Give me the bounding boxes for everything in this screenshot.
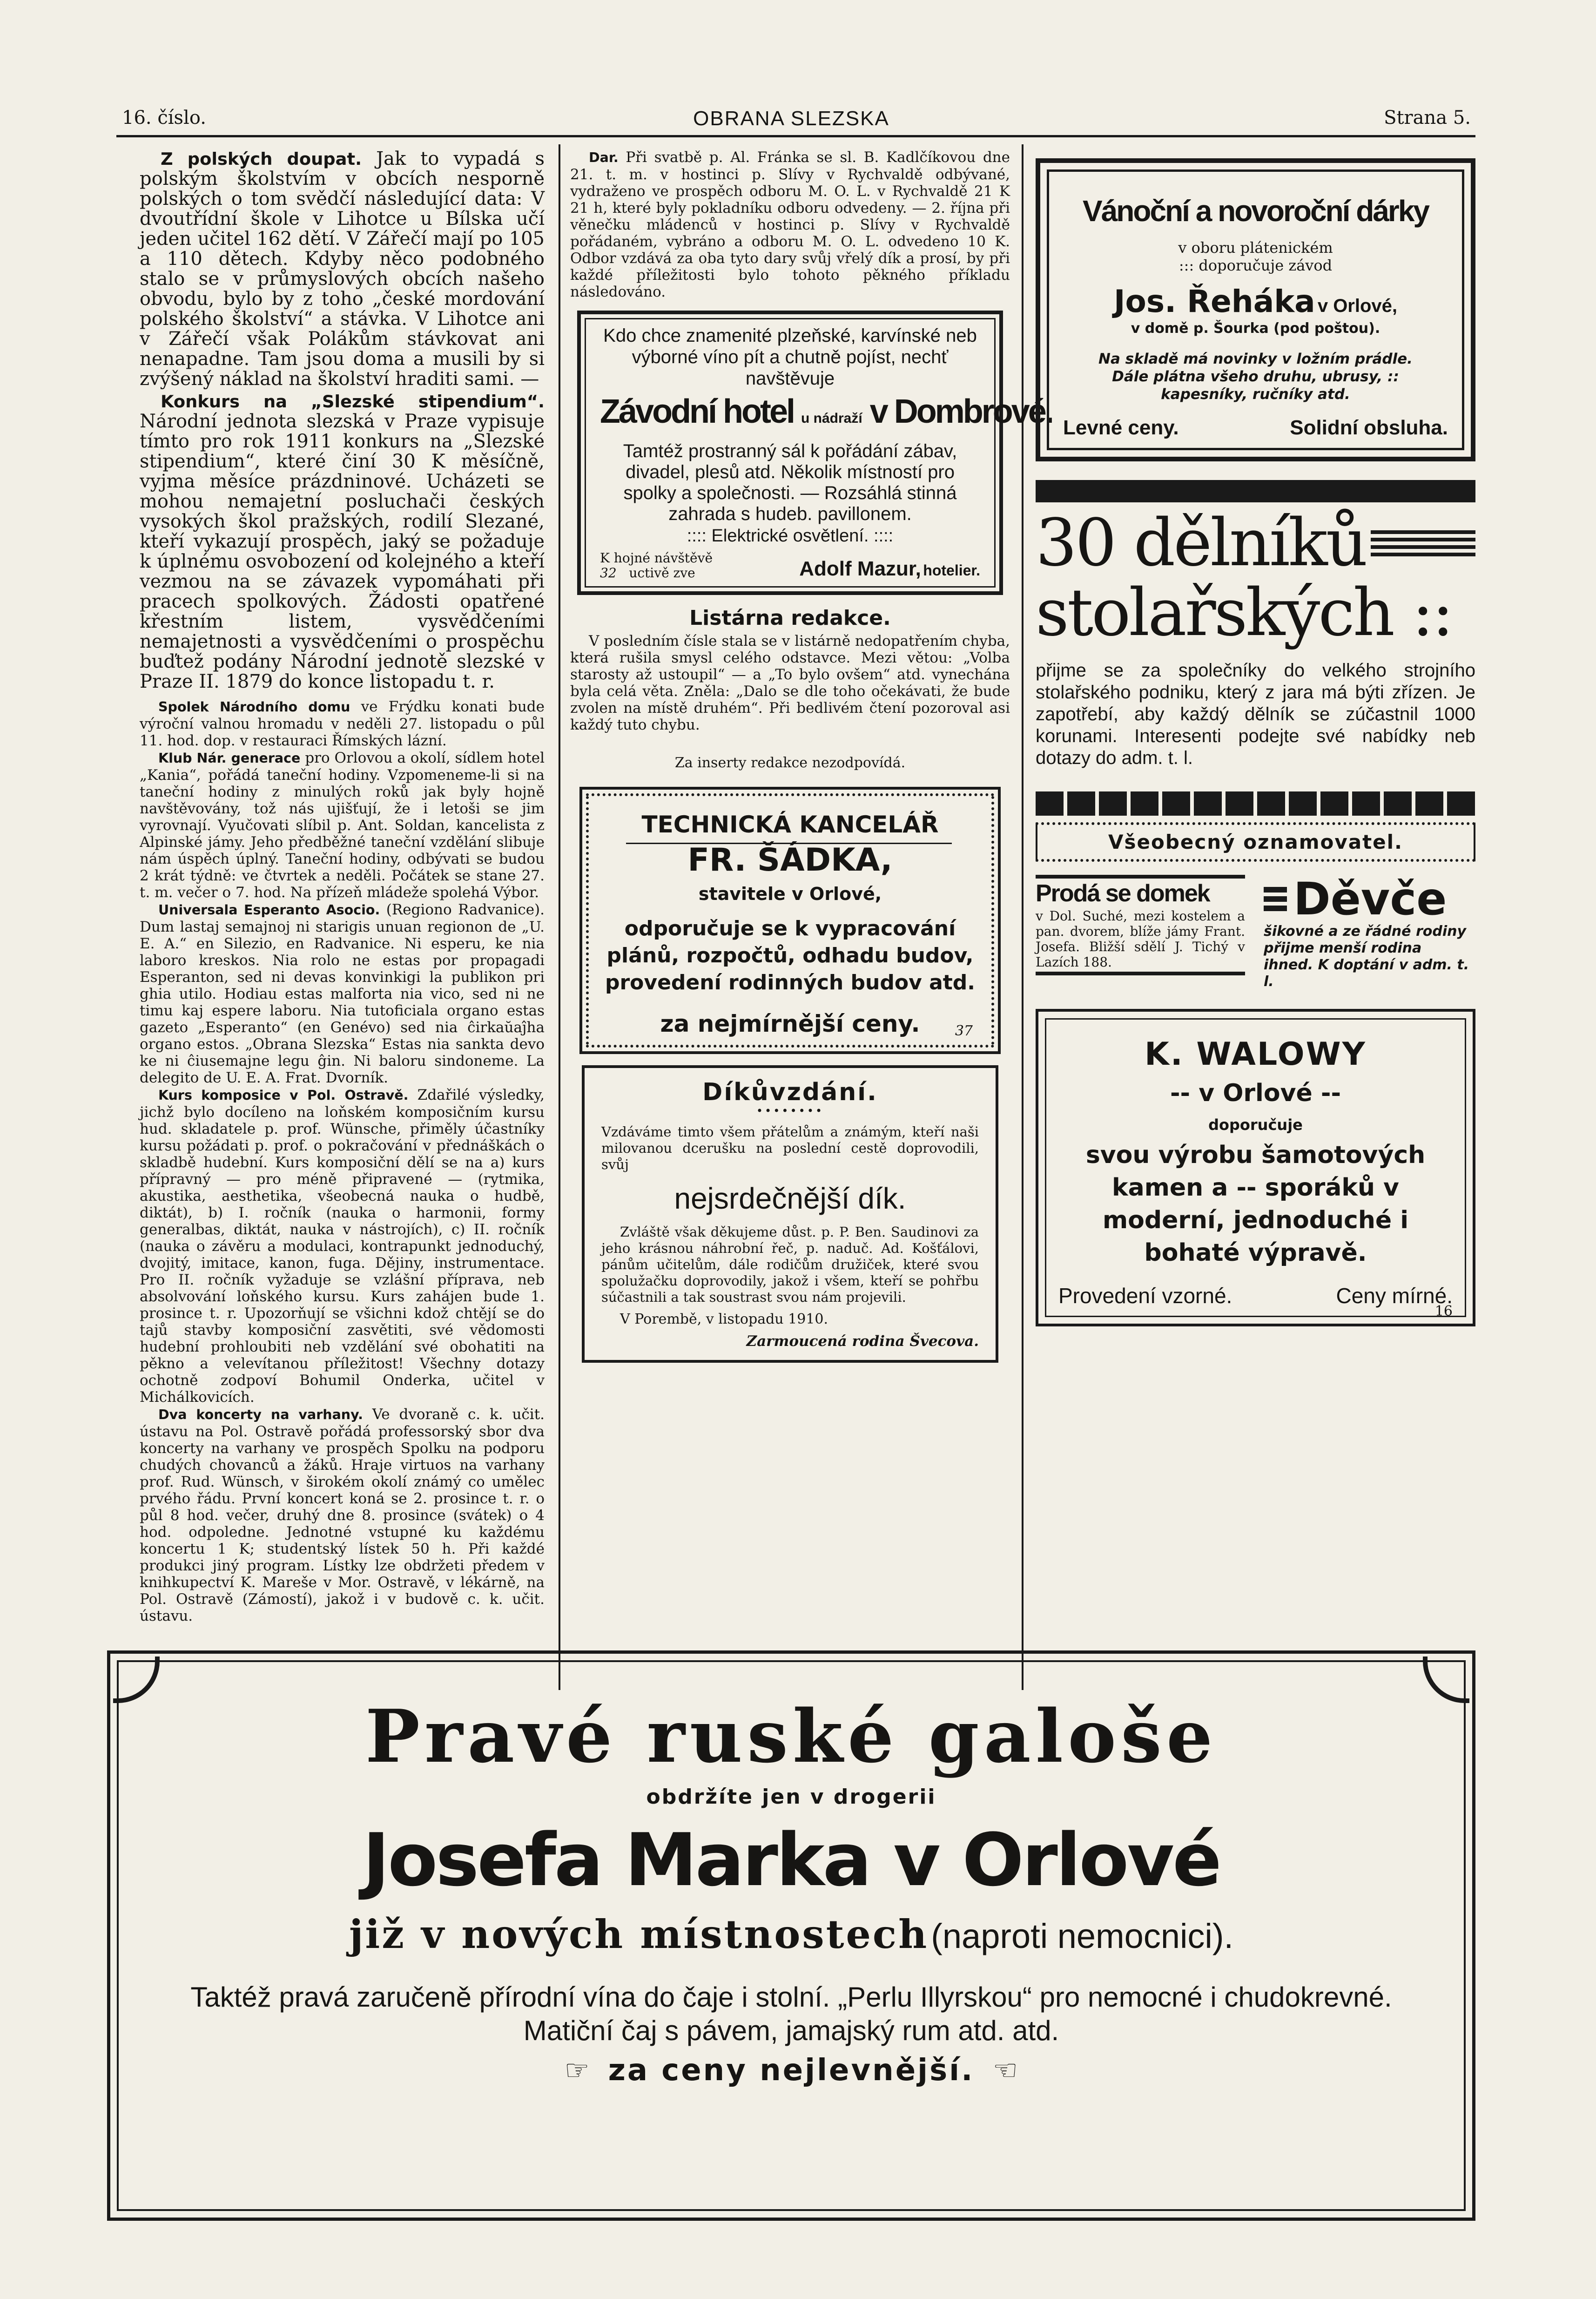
hotel-owner: Adolf Mazur, (799, 557, 921, 580)
listarna-text: V posledním čísle stala se v listárně nedopatřením chyba, která rušila smysl celého odstavce. Mezi větou: „Volba starosty až ustoupil“ — a „To bylo ovšem“ atd. vynechána byla celá věta. Zněla: „Dalo se dle toho očekávati, že bude zvolen na místě druhém“. Při bedlivém čtení pozoroval asi každý tuto chybu. (570, 633, 1010, 733)
delniku-big2: stolařských :: (1036, 575, 1452, 651)
polish-article (140, 149, 545, 692)
esperanto-text: (Regiono Radvanice). Dum lastaj semajnoj ni starigis unuan regionon de „U. E. A.“ en Silezio, en Radvanice. Ni esperu, ke nia laboro kreskos. Nia rolo ne estas por propagadi Esperanton, sed ni devas konvinkigi la publikon pri ghia utilo. Hodiau estas malforta nia vico, sed ni ne timu kaj espere laboru. Nia tutoficiala organo estas gazeto „Esperanto“ (en Genévo) sed nia ĉirkaŭaĵha organo estos. „Obrana Slezska“ Estas nia sankta devo ke ni ĉiusemajne legu ĝin. Ni baloru sindoneme. La delegito de U. E. A. Frat. Dvorník. (140, 901, 545, 1086)
rehak-name: Jos. Řeháka (1113, 284, 1315, 319)
disclaimer: Za inserty redakce nezodpovídá. (674, 755, 906, 771)
news-briefs (140, 698, 545, 1624)
kurs-text: Zdařilé výsledky, jichž bylo docíleno na loňském komposičním kursu hud. skladatele p. prof. Wünsche, přiměly účastníky kursu požádati p. prof. o pokračování v přednáškách o skladbě hudební. Kurs komposiční dělí se na a) kurs přípravný — pro méně připravené — (rytmika, akustika, aesthetika, všeobecná nauka o hudbě, diktát), b) I. ročník (nauka o harmonii, formy generalbas, diktát, nauka v nástrojích), c) II. ročník (nauka o závěru a modulaci, kontrapunkt jednoduchý, dvojitý, imitace, kanon, fuga. Dějiny, instrumentace. Pro II. ročník vyžaduje se vzlášní příprava, neb absolvování loňského kursu. Kurs zahájen bude 1. prosince t. r. Upozorňují se všichni kdož chtějí se do tajů stavby komposiční zasvětiti, své vědomosti hudební prohloubiti neb vzdělání své obohatiti na pěkno a velevítanou příležitost! Všechny dotazy ochotně zodpoví Bohumil Onderka, učitel v Michálkovicích. (140, 1087, 545, 1406)
hotel-light: :::: Elektrické osvětlení. :::: (687, 526, 894, 546)
kancelar-line1: TECHNICKÁ KANCELÁŘ (641, 811, 939, 838)
delniku-ad (1036, 505, 1475, 769)
domek-title: Prodá se domek (1036, 880, 1210, 907)
listarna-title: Listárna redakce. (689, 606, 891, 630)
konkurs-lead: Konkurs na „Slezské stipendium“. (161, 392, 545, 412)
koncerty-text: Ve dvoraně c. k. učit. ústavu na Pol. Ostravě pořádá professorský sbor dva koncerty na varhany ve prospěch Spolku na podporu chudých chovanců a žáků. Hraje virtuos na varhany prof. Rud. Wünsch, v širokém okolí známý co umělec prvého řádu. První koncert koná se 2. prosince t. r. o půl 8 hod. večer, druhý dne 8. prosince (svátek) o 4 hod. odpoledne. Jednotné vstupné ku každému koncertu 1 K; studentský lístek 50 h. Při každé produkci jiný program. Lístky lze obdržeti předem v knihkupectví K. Mareše v Mor. Ostravě, v lékárně, na Pol. Ostravě (Zámostí), jakož i v budově c. k. učit. ústavu. (140, 1406, 545, 1624)
kancelar-line4: odporučuje se k vypracování plánů, rozpočtů, odhadu budov, provedení rodinných budov atd. (605, 917, 976, 994)
rehak-foot-left: Levné ceny. (1063, 416, 1179, 439)
hotel-intro: Kdo chce znamenité plzeňské, karvínské neb výborné víno pít a chutně pojíst, nechť navštěvuje (603, 325, 977, 389)
issue-number: 16. číslo. (122, 107, 206, 128)
hotel-name-b: u nádraží (801, 411, 862, 426)
spolek-lead: Spolek Národního domu (158, 699, 350, 715)
dekovani-text1: Vzdáváme timto všem přátelům a známým, kteří naši milovanou dcerušku na poslední cestě doprovodili, svůj (601, 1124, 979, 1172)
devce-ad (1264, 875, 1475, 990)
hotel-sign-c: uctivě zve (629, 565, 695, 581)
walowy-line1: K. WALOWY (1145, 1036, 1367, 1073)
domek-text: v Dol. Suché, mezi kostelem a pan. dvorem, blíže jámy Frant. Josefa. Bližší sdělí J. Tichý v Lazích 188. (1036, 908, 1245, 975)
kancelar-line5: za nejmírnější ceny. (660, 1010, 920, 1037)
newspaper-title: OBRANA SLEZSKA (693, 107, 889, 130)
hotel-body: Tamtéž prostranný sál k pořádání zábav, divadel, plesů atd. Několik místností pro spolky a společnosti. — Rozsáhlá stinná zahrada s hudeb. pavillonem. (623, 441, 957, 524)
walowy-line2: -- v Orlové -- (1170, 1079, 1341, 1107)
delniku-lines (1371, 527, 1475, 560)
rehak-line2: ::: doporučuje závod (1178, 257, 1333, 274)
dekovani-big: nejsrdečnější dík. (674, 1182, 906, 1215)
hotel-signature (600, 551, 980, 581)
walowy-line4: svou výrobu šamotových kamen a -- sporáků v moderní, jednoduché i bohaté výpravě. (1085, 1141, 1426, 1267)
hotel-name (600, 389, 1052, 441)
galose-line3b: (naproti nemocnici). (931, 1917, 1234, 1955)
column-rule-1 (559, 144, 560, 1690)
kancelar-line2: FR. ŠÁDKA, (687, 842, 893, 879)
klub-lead: Klub Nár. generace (158, 751, 301, 766)
dar-text: Při svatbě p. Al. Fránka se sl. B. Kadlčíkovou dne 21. t. m. v hostinci p. Slívy v Rychvaldě odbývané, vydraženo ve prospěch odboru M. O. L. v Rychvaldě 21 K 21 h, které byly pokladníku odboru odvedeny. — 2. října při věnečku mládenců v hostinci p. Slívy v Rychvaldě pořádaném, vybráno a odboru M. O. L. odvedeno 10 K. Odbor vzdává za oba tyto dary svůj vřelý dík a prosí, by při každé příležitosti bylo tohoto pěkného příkladu následováno. (570, 149, 1010, 300)
delniku-text: přijme se za společníky do velkého strojního stolařského podniku, který z jara má býti zřízen. Je zapotřebí, aby každý dělník se zúčastnil 1000 korunami. Interesenti podejte své nabídky neb dotazy do adm. t. l. (1036, 660, 1475, 768)
kancelar-number: 37 (955, 1023, 973, 1039)
walowy-foot-right: Ceny mírné. (1336, 1284, 1453, 1308)
galose-hand-left-icon: ☞ (564, 2054, 590, 2087)
koncerty-lead: Dva koncerty na varhany. (158, 1407, 363, 1422)
galose-title: Pravé ruské galoše (365, 1694, 1218, 1779)
column-3 (1036, 149, 1475, 1326)
delniku-big1: 30 dělníků (1036, 505, 1366, 581)
rehak-foot-right: Solidní obsluha. (1290, 416, 1448, 439)
klub-text: pro Orlovou a okolí, sídlem hotel „Kania“, pořádá taneční hodiny. Vzpomeneme-li si na taneční hodiny z minulých roků jak byly hojně navštěvovány, tož nás ujišťují, že i letoši se jim vyrovnají. Vyučovati slíbil p. Ant. Soldan, kancelista z Alpinské jámy. Jeho předběžné taneční vzdělání slibuje nám úspěch úplný. Taneční hodiny, odbývati se budou 2 krát týdně: ve čtvrtek a neděli. Počátek se stane 27. t. m. večer o 7. hod. Na přízeň mládeže spolehá Výbor. (140, 750, 545, 901)
galose-line5: za ceny nejlevnější. (608, 2053, 975, 2088)
rehak-title: Vánoční a novoroční dárky (1083, 194, 1428, 228)
hotel-sign-a: K hojné návštěvě (600, 550, 713, 566)
hotel-name-a: Závodní hotel (600, 393, 794, 430)
dekovani-title: Díkůvzdání. (702, 1078, 878, 1106)
oznamovatel-top-bar (1036, 791, 1475, 816)
column-1 (140, 149, 545, 1625)
rehak-town: v Orlové, (1317, 296, 1398, 316)
hotel-owner-role: hotelier. (923, 562, 980, 579)
galose-line4: Taktéž pravá zaručeně přírodní vína do čaje i stolní. „Perlu Illyrskou“ pro nemocné i chudokrevné. Matiční čaj s pávem, jamajský rum atd. atd. (190, 1981, 1392, 2046)
dekovani-family: Zarmoucená rodina Švecova. (746, 1333, 979, 1350)
galose-line3a: již v nových místnostech (349, 1911, 929, 1957)
walowy-ad (1036, 1009, 1475, 1326)
header-rule (116, 135, 1475, 137)
listarna-article (570, 633, 1010, 733)
galose-name: Josefa Marka v Orlové (363, 1818, 1220, 1902)
kancelar-line3: stavitele v Orlové, (698, 884, 882, 904)
polish-lead: Z polských doupat. (161, 149, 362, 169)
hotel-sign-b: 32 (600, 565, 617, 581)
delniku-top-bar (1036, 480, 1475, 502)
spolek-text: ve Frýdku konati bude výroční valnou hromadu v neděli 27. listopadu o půl 11. hod. dop. v restauraci Římských lázní. (140, 698, 545, 749)
column-2 (570, 149, 1052, 1363)
kurs-lead: Kurs komposice v Pol. Ostravě. (158, 1088, 409, 1103)
konkurs-text: Národní jednota slezská v Praze vypisuje tímto pro rok 1911 konkurs na „Slezské stipendium“, které činí 30 K měsíčně, vyjma měsíce prázdninové. Ucházeti se mohou nemajetní posluchači českých vysokých škol pražských, rodilí Slezané, kteří vykazují prospěch, jaký se požaduje k úplnému osvobození od kolejného a kteří vezmou na se závazek vypomáhati při pracech spolkových. Žádosti opatřené křestním listem, vysvědčeními nemajetnosti a vysvědčeními o prospěchu buďtež podány Národní jednotě slezské v Praze II. 1879 do konce listopadu t. r. (140, 411, 545, 692)
hotel-name-c: v Dombrové. (869, 393, 1052, 430)
rehak-line1: v oboru plátenickém (1178, 239, 1333, 257)
kancelar-ad (579, 787, 1001, 1054)
esperanto-lead: Universala Esperanto Asocio. (158, 902, 380, 918)
walowy-line3: doporučuje (1208, 1116, 1303, 1134)
oznamovatel-label: Všeobecný oznamovatel. (1108, 831, 1403, 853)
domek-ad (1036, 875, 1245, 990)
galose-hand-right-icon: ☞ (993, 2054, 1018, 2087)
oznamovatel-box (1036, 822, 1475, 862)
dar-lead: Dar. (589, 150, 619, 165)
rehak-italic: Na skladě má novinky v ložním prádle. Dále plátna všeho druhu, ubrusy, :: kapesníky, ručníky atd. (1098, 351, 1413, 403)
hotel-ad (577, 311, 1052, 595)
galose-ad (107, 1650, 1475, 2221)
devce-title: Děvče (1293, 873, 1447, 925)
rehak-ad (1036, 158, 1475, 461)
devce-stripes (1264, 883, 1287, 915)
dar-article (570, 149, 1010, 300)
column-rule-2 (1022, 144, 1024, 1690)
devce-text: šikovné a ze řádné rodiny přijme menší rodina ihned. K doptání v adm. t. l. (1264, 923, 1469, 990)
walowy-foot-left: Provedení vzorné. (1058, 1284, 1232, 1308)
galose-sub: obdržíte jen v drogerii (646, 1785, 936, 1809)
polish-text: Jak to vypadá s polským školstvím v obcích nesporně polských o tom svědčí následující data: V dvoutřídní škole v Lihotce u Bílska učí jeden učitel 162 dětí. V Zářečí mají po 105 a 110 dětech. Kdyby něco podobného stalo se v průmyslových obcích našeho obvodu, bylo by z toho „české mordování polského školství“ a stávka. V Lihotce ani v Zářečí však Polákům stávkovat ani nenapadne. Tam jsou doma a musili by si zvýšený náklad na školství hraditi sami. — (140, 148, 545, 390)
page-number: Strana 5. (1384, 107, 1471, 128)
dekovani-place: V Porembě, v listopadu 1910. (620, 1311, 828, 1327)
dekovani-ad: Díkůvzdání. •••••••• Vzdáváme timto všem přátelům a známým, kteří naši milovanou dcerušku na poslední cestě doprovodili, svůj nejsrdečnější dík. Zvláště však děkujeme důst. p. P. Ben. Saudinovi za jeho krásnou náhrobní řeč, p. naduč. Ad. Košťálovi, pánům učitelům, dále rodičům družiček, které svou spolužačku doprovodily, jakož i všem, kteří se pohřbu súčastnili a tak soustrast svou nám projevili. V Porembě, v listopadu 1910. Zarmoucená rodina Švecova. (582, 1065, 998, 1363)
dekovani-text2: Zvláště však děkujeme důst. p. P. Ben. Saudinovi za jeho krásnou náhrobní řeč, p. naduč. Ad. Košťálovi, pánům učitelům, dále rodičům družiček, které svou spolužačku doprovodily, jakož i všem, kteří se pohřbu súčastnili a tak soustrast svou nám projevili. (601, 1224, 979, 1305)
walowy-number: 16 (1434, 1303, 1453, 1319)
rehak-addr: v domě p. Šourka (pod poštou). (1131, 320, 1381, 337)
